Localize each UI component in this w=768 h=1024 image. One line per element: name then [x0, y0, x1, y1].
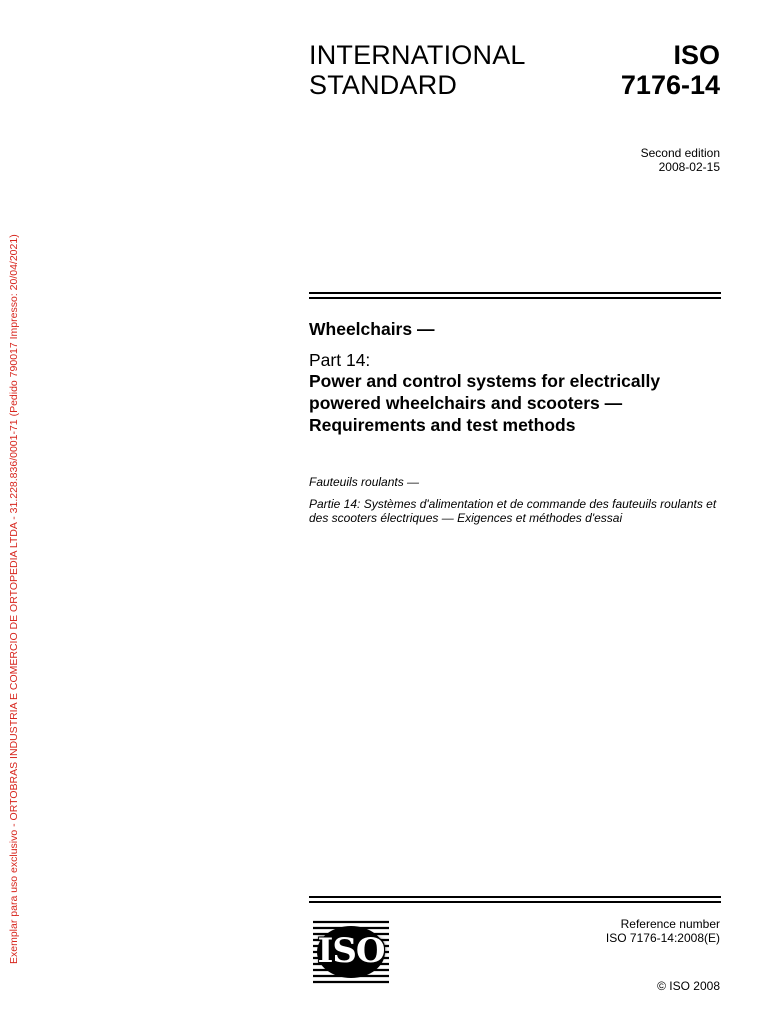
- title-part: Part 14:: [309, 350, 371, 370]
- standard-type-line1: INTERNATIONAL: [309, 40, 526, 70]
- top-divider: [309, 292, 721, 294]
- margin-watermark: Exemplar para uso exclusivo - ORTOBRAS INDUSTRIA E COMERCIO DE ORTOPEDIA LTDA - 31.228.836/0001-71 (Pedido 790017 Impresso: 20/04/2021): [8, 234, 20, 964]
- title-subtitle: Power and control systems for electrically powered wheelchairs and scooters — Requirements and test methods: [309, 371, 661, 435]
- standard-type: [309, 40, 526, 100]
- title-main: Wheelchairs —: [309, 319, 435, 339]
- bottom-divider: [309, 896, 721, 898]
- iso-logo-text: ISO: [317, 931, 385, 971]
- french-title-subtitle: Partie 14: Systèmes d'alimentation et de commande des fauteuils roulants et des scooters électriques — Exigences et méthodes d'essai: [309, 497, 717, 525]
- iso-logo: [311, 917, 391, 985]
- edition-date: 2008-02-15: [658, 160, 720, 174]
- standard-type-line2: STANDARD: [309, 70, 458, 100]
- standard-org: ISO: [673, 40, 720, 70]
- edition-label: Second edition: [640, 146, 720, 160]
- reference-label: Reference number: [620, 917, 720, 931]
- copyright-notice: © ISO 2008: [657, 979, 720, 993]
- standard-number: [621, 40, 720, 100]
- french-title-main: Fauteuils roulants —: [309, 475, 420, 489]
- standard-code: 7176-14: [620, 70, 720, 100]
- edition-info: [641, 146, 720, 174]
- reference-number: ISO 7176-14:2008(E): [605, 931, 720, 945]
